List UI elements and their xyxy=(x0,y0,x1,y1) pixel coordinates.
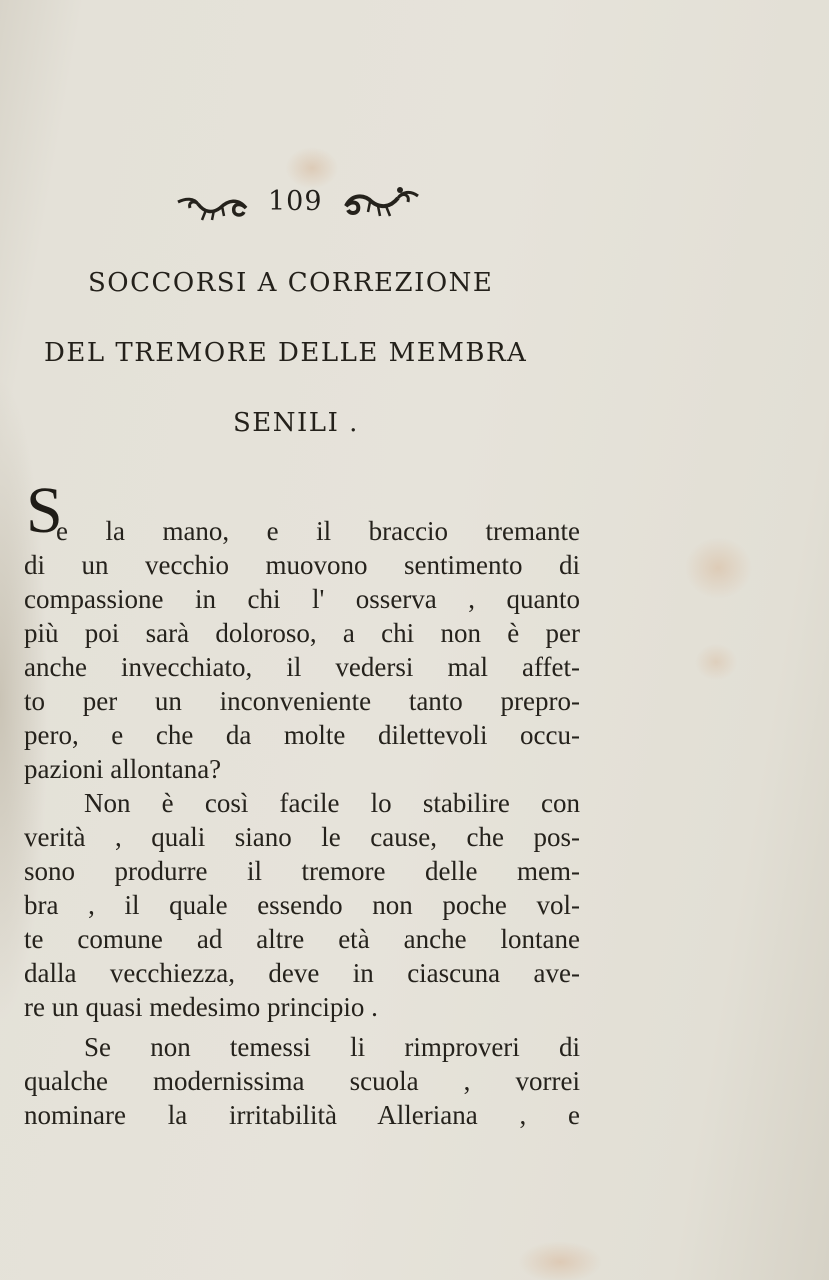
paragraph-2 xyxy=(24,786,580,1024)
text-line: compassione in chi l' osserva , quanto xyxy=(24,584,580,614)
text-line: sono produrre il tremore delle mem- xyxy=(24,856,580,886)
page-number: 109 xyxy=(268,186,323,217)
fleuron-right-icon xyxy=(340,184,420,220)
text-line: te comune ad altre età anche lontane xyxy=(24,924,580,954)
paragraph-3 xyxy=(24,1030,580,1132)
chapter-title-line-3: SENILI . xyxy=(233,408,359,438)
text-line: bra , il quale essendo non poche vol- xyxy=(24,890,580,920)
text-line: to per un inconveniente tanto prepro- xyxy=(24,686,580,716)
text-line: pazioni allontana? xyxy=(24,754,222,784)
text-line: e la mano, e il braccio tremante xyxy=(56,516,580,546)
text-line: nominare la irritabilità Alleriana , e xyxy=(24,1100,580,1130)
fleuron-left-icon xyxy=(176,188,250,222)
text-line: re un quasi medesimo principio . xyxy=(24,992,378,1022)
text-line: anche invecchiato, il vedersi mal affet- xyxy=(24,652,580,682)
text-line: verità , quali siano le cause, che pos- xyxy=(24,822,580,852)
text-line: Non è così facile lo stabilire con xyxy=(84,788,580,818)
page-header xyxy=(170,180,430,228)
paragraph-1 xyxy=(24,514,580,786)
text-line: di un vecchio muovono sentimento di xyxy=(24,550,580,580)
text-line: pero, e che da molte dilettevoli occu- xyxy=(24,720,580,750)
chapter-title-line-1: SOCCORSI A CORREZIONE xyxy=(88,268,494,298)
drop-cap: S xyxy=(26,474,63,547)
text-line: più poi sarà doloroso, a chi non è per xyxy=(24,618,580,648)
text-line: dalla vecchiezza, deve in ciascuna ave- xyxy=(24,958,580,988)
text-line: Se non temessi li rimproveri di xyxy=(84,1032,580,1062)
chapter-title-line-2: DEL TREMORE DELLE MEMBRA xyxy=(44,338,528,368)
text-line: qualche modernissima scuola , vorrei xyxy=(24,1066,580,1096)
